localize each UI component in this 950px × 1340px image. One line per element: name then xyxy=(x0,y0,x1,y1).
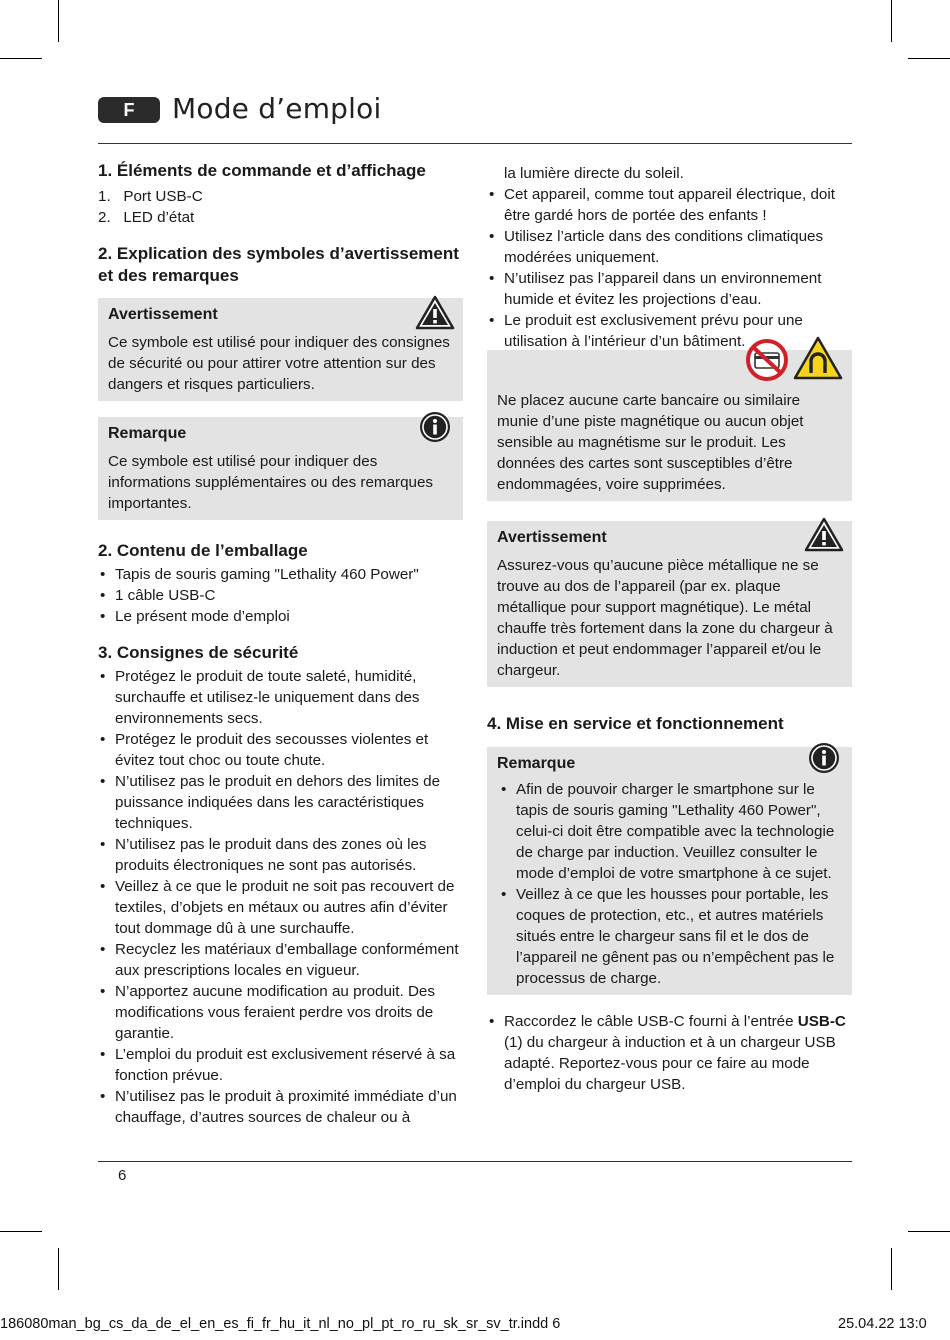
crop-mark xyxy=(58,1248,59,1290)
warning-text: Assurez-vous qu’aucune pièce métallique ne se trouve au dos de l’appareil (par ex. plaque métallique pour support magnétique). Le métal chauffe très fortement dans la zone du chargeur à induction et peut endommager l’appareil et/ou le chargeur. xyxy=(497,557,833,679)
language-badge: F xyxy=(98,97,160,123)
crop-mark xyxy=(58,0,59,42)
list-item: • Le présent mode d’emploi xyxy=(98,606,463,627)
list-item: • N’utilisez pas le produit en dehors des limites de puissance indiquées dans les caractéristiques techniques. xyxy=(98,771,463,834)
warning-triangle-icon xyxy=(415,295,455,331)
note-text: Ce symbole est utilisé pour indiquer des informations supplémentaires ou des remarques importantes. xyxy=(108,453,434,512)
list-item: • N’utilisez pas le produit à proximité immédiate d’un chauffage, d’autres sources de chaleur ou à xyxy=(98,1086,463,1128)
note-title: Remarque xyxy=(497,755,576,772)
info-circle-icon xyxy=(808,742,840,774)
list-item xyxy=(98,186,463,207)
list-item: • Recyclez les matériaux d’emballage conformément aux prescriptions locales en vigueur. xyxy=(98,939,463,981)
warning-text: Ce symbole est utilisé pour indiquer des consignes de sécurité ou pour attirer votre attention sur des dangers et risques particuliers. xyxy=(108,334,450,393)
note-title: Remarque xyxy=(108,425,187,442)
list-continuation: la lumière directe du soleil. xyxy=(504,165,684,182)
warning-title: Avertissement xyxy=(108,306,218,323)
note-list xyxy=(499,779,842,989)
section4-heading: 4. Mise en service et fonctionnement xyxy=(487,714,784,733)
list-item: • Cet appareil, comme tout appareil électrique, doit être gardé hors de portée des enfants ! xyxy=(487,184,852,226)
warning-title: Avertissement xyxy=(497,529,607,546)
crop-mark xyxy=(891,1248,892,1290)
section3-heading: 3. Consignes de sécurité xyxy=(98,643,299,662)
footer-divider xyxy=(98,1161,852,1162)
note-box xyxy=(487,747,852,995)
crop-mark xyxy=(0,1231,42,1232)
list-item: • Utilisez l’article dans des conditions climatiques modérées uniquement. xyxy=(487,226,852,268)
list-item: • Afin de pouvoir charger le smartphone sur le tapis de souris gaming "Lethality 460 Power", celui-ci doit être compatible avec la technologie de charge par induction. Veuillez consulter le mode d’emploi de votre smartphone à ce sujet. xyxy=(499,779,842,884)
list-item: • Veillez à ce que le produit ne soit pas recouvert de textiles, d’objets en métaux ou autres afin d’éviter tout dommage dû à une surchauffe. xyxy=(98,876,463,939)
list-item: • Veillez à ce que les housses pour portable, les coques de protection, etc., et autres matériels situés entre le chargeur sans fil et le dos de l’appareil ne gênent pas ou n’empêchent pas le processus de charge. xyxy=(499,884,842,989)
crop-mark xyxy=(908,58,950,59)
item-label: Port USB-C xyxy=(123,188,203,205)
warning-triangle-icon xyxy=(804,517,844,553)
contents-heading: 2. Contenu de l’emballage xyxy=(98,541,308,560)
magnetic-card-text: Ne placez aucune carte bancaire ou similaire munie d’une piste magnétique ou aucun objet sensible au magnétisme sur le produit. Les données des cartes sont susceptibles d’être endommagées, voire supprimées. xyxy=(497,392,804,493)
safety-list-continued xyxy=(487,184,852,352)
section1-heading: 1. Éléments de commande et d’affichage xyxy=(98,161,426,180)
item-label: LED d’état xyxy=(123,209,195,226)
list-item: • N’utilisez pas l’appareil dans un environnement humide et évitez les projections d’eau. xyxy=(487,268,852,310)
magnet-warning-icon xyxy=(793,336,843,380)
list-item xyxy=(487,1011,852,1095)
section2-heading: 2. Explication des symboles d’avertissement et des remarques xyxy=(98,244,459,285)
item-number: 1. xyxy=(98,188,111,205)
note-box xyxy=(98,417,463,520)
warning-box xyxy=(487,521,852,687)
item-number: 2. xyxy=(98,209,111,226)
setup-steps xyxy=(487,1011,852,1095)
print-slug-date: 25.04.22 13:0 xyxy=(838,1316,927,1332)
warning-box xyxy=(98,298,463,401)
contents-list xyxy=(98,564,463,627)
left-column xyxy=(98,160,463,1128)
list-item: • Le produit est exclusivement prévu pour une utilisation à l’intérieur d’un bâtiment. xyxy=(487,310,852,352)
list-item: • L’emploi du produit est exclusivement réservé à sa fonction prévue. xyxy=(98,1044,463,1086)
list-item: • Protégez le produit de toute saleté, humidité, surchauffe et utilisez-le uniquement dans des environnements secs. xyxy=(98,666,463,729)
right-column xyxy=(487,163,852,1095)
no-card-icon xyxy=(745,338,789,382)
list-item: • N’apportez aucune modification au produit. Des modifications vous feraient perdre vos droits de garantie. xyxy=(98,981,463,1044)
step-text: Raccordez le câble USB-C fourni à l’entrée xyxy=(504,1013,798,1030)
header-divider xyxy=(98,143,852,144)
list-item: • 1 câble USB-C xyxy=(98,585,463,606)
controls-list xyxy=(98,186,463,228)
crop-mark xyxy=(0,58,42,59)
step-text: (1) du chargeur à induction et à un chargeur USB adapté. Reportez-vous pour ce faire au mode d’emploi du chargeur USB. xyxy=(504,1034,836,1093)
page-title: Mode d’emploi xyxy=(172,92,382,125)
list-item: • Protégez le produit des secousses violentes et évitez tout choc ou toute chute. xyxy=(98,729,463,771)
info-circle-icon xyxy=(419,411,451,443)
crop-mark xyxy=(891,0,892,42)
magnetic-card-box xyxy=(487,350,852,501)
page-number: 6 xyxy=(118,1167,127,1184)
port-label: USB-C xyxy=(797,1013,846,1030)
safety-list xyxy=(98,666,463,1128)
list-item xyxy=(98,207,463,228)
crop-mark xyxy=(908,1231,950,1232)
print-slug-file: 186080man_bg_cs_da_de_el_en_es_fi_fr_hu_it_nl_no_pl_pt_ro_ru_sk_sr_sv_tr.indd 6 xyxy=(0,1316,561,1332)
list-item: • N’utilisez pas le produit dans des zones où les produits électroniques ne sont pas autorisés. xyxy=(98,834,463,876)
list-item: • Tapis de souris gaming "Lethality 460 Power" xyxy=(98,564,463,585)
